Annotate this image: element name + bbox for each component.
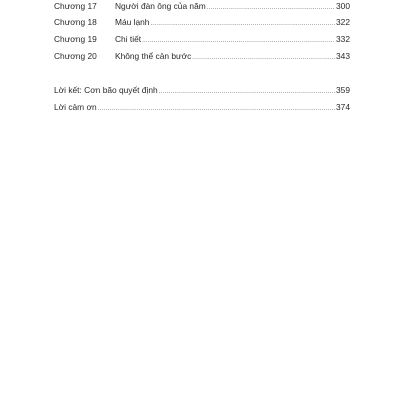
page-number: 374	[336, 102, 350, 112]
page-number: 322	[336, 17, 350, 27]
entry-title: Lời cảm ơn	[54, 102, 97, 112]
chapter-title: Chi tiết	[115, 34, 142, 44]
toc-entry-chapter-19[interactable]	[54, 33, 350, 45]
toc-entry-chapter-20[interactable]	[54, 50, 350, 62]
chapter-title: Không thể cản bước	[115, 51, 192, 61]
chapter-title: Máu lạnh	[115, 17, 150, 27]
chapter-label: Chương 17	[54, 1, 97, 11]
entry-title: Lời kết: Cơn bão quyết định	[54, 85, 158, 95]
page-number: 359	[336, 85, 350, 95]
dot-leader	[98, 103, 335, 115]
chapter-label: Chương 20	[54, 51, 97, 61]
dot-leader	[192, 52, 335, 64]
chapter-title: Người đàn ông của năm	[115, 1, 206, 11]
page-number: 332	[336, 34, 350, 44]
dot-leader	[142, 35, 335, 47]
page-number: 343	[336, 51, 350, 61]
chapter-label: Chương 18	[54, 17, 97, 27]
chapter-label: Chương 19	[54, 34, 97, 44]
dot-leader	[150, 18, 335, 30]
dot-leader	[207, 2, 335, 14]
toc-entry-epilogue[interactable]	[54, 84, 350, 96]
toc-entry-chapter-17[interactable]	[54, 0, 350, 12]
page-number: 300	[336, 1, 350, 11]
dot-leader	[159, 86, 335, 98]
toc-entry-chapter-18[interactable]	[54, 16, 350, 28]
toc-entry-acknowledgements[interactable]	[54, 101, 350, 113]
